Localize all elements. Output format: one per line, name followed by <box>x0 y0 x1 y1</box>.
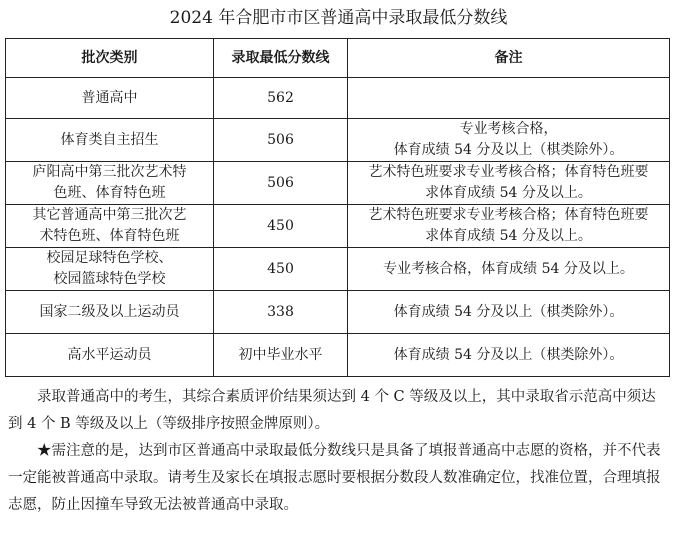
note-line: 专业考核合格， <box>459 121 558 137</box>
table-header-row <box>6 39 670 78</box>
category-line: 色班、体育特色班 <box>53 185 166 201</box>
row-category <box>6 334 214 377</box>
row-note <box>348 78 670 119</box>
note-line: 体育成绩 54 分及以上（棋类除外）。 <box>393 142 624 158</box>
category-line: 国家二级及以上运动员 <box>39 303 180 320</box>
header-note: 备注 <box>348 39 670 78</box>
table-row <box>6 119 670 162</box>
category-line: 体育类自主招生 <box>60 131 159 148</box>
row-category <box>6 248 214 291</box>
category-line: 普通高中 <box>81 89 138 106</box>
note-line: 体育成绩 54 分及以上（棋类除外）。 <box>393 303 624 320</box>
note-line: 求体育成绩 54 分及以上。 <box>425 185 592 201</box>
category-line: 其它普通高中第三批次艺 <box>32 207 187 223</box>
table-row <box>6 205 670 248</box>
row-note <box>348 205 670 248</box>
table-row <box>6 162 670 205</box>
note-line: 艺术特色班要求专业考核合格；体育特色班要 <box>368 164 649 180</box>
category-line: 庐阳高中第三批次艺术特 <box>32 164 187 180</box>
note-line: 求体育成绩 54 分及以上。 <box>425 228 592 244</box>
row-score: 450 <box>214 205 348 248</box>
row-category <box>6 119 214 162</box>
category-line: 高水平运动员 <box>67 346 152 363</box>
row-score: 506 <box>214 162 348 205</box>
notes-section <box>8 384 668 519</box>
note-line: 体育成绩 54 分及以上（棋类除外）。 <box>393 346 624 363</box>
row-category <box>6 291 214 334</box>
header-category: 批次类别 <box>6 39 214 78</box>
table-row <box>6 78 670 119</box>
category-line: 校园篮球特色学校 <box>53 271 166 287</box>
row-score: 506 <box>214 119 348 162</box>
table-row <box>6 248 670 291</box>
admission-table <box>5 38 670 377</box>
note-line: 艺术特色班要求专业考核合格；体育特色班要 <box>368 207 649 223</box>
table-row <box>6 291 670 334</box>
table-row <box>6 334 670 377</box>
category-line: 术特色班、体育特色班 <box>39 228 180 244</box>
row-note <box>348 334 670 377</box>
row-category <box>6 205 214 248</box>
page-title: 2024 年合肥市市区普通高中录取最低分数线 <box>169 8 508 28</box>
note-line: 专业考核合格，体育成绩 54 分及以上。 <box>383 260 634 277</box>
row-note <box>348 291 670 334</box>
paragraph-quality-evaluation: 录取普通高中的考生，其综合素质评价结果须达到 4 个 C 等级及以上，其中录取省示范高中须达到 4 个 B 等级及以上（等级排序按照金牌原则）。 <box>8 389 656 432</box>
row-category <box>6 78 214 119</box>
header-min-score: 录取最低分数线 <box>214 39 348 78</box>
row-category <box>6 162 214 205</box>
row-note <box>348 248 670 291</box>
row-score: 562 <box>214 78 348 119</box>
row-note <box>348 162 670 205</box>
category-line: 校园足球特色学校、 <box>46 250 173 266</box>
row-score: 338 <box>214 291 348 334</box>
paragraph-attention-notice: ★需注意的是，达到市区普通高中录取最低分数线只是具备了填报普通高中志愿的资格，并不代表一定能被普通高中录取。请考生及家长在填报志愿时要根据分数段人数准确定位，找准位置，合理填报志愿，防止因撞车导致无法被普通高中录取。 <box>8 443 661 513</box>
row-score: 450 <box>214 248 348 291</box>
row-note <box>348 119 670 162</box>
row-score: 初中毕业水平 <box>214 334 348 377</box>
